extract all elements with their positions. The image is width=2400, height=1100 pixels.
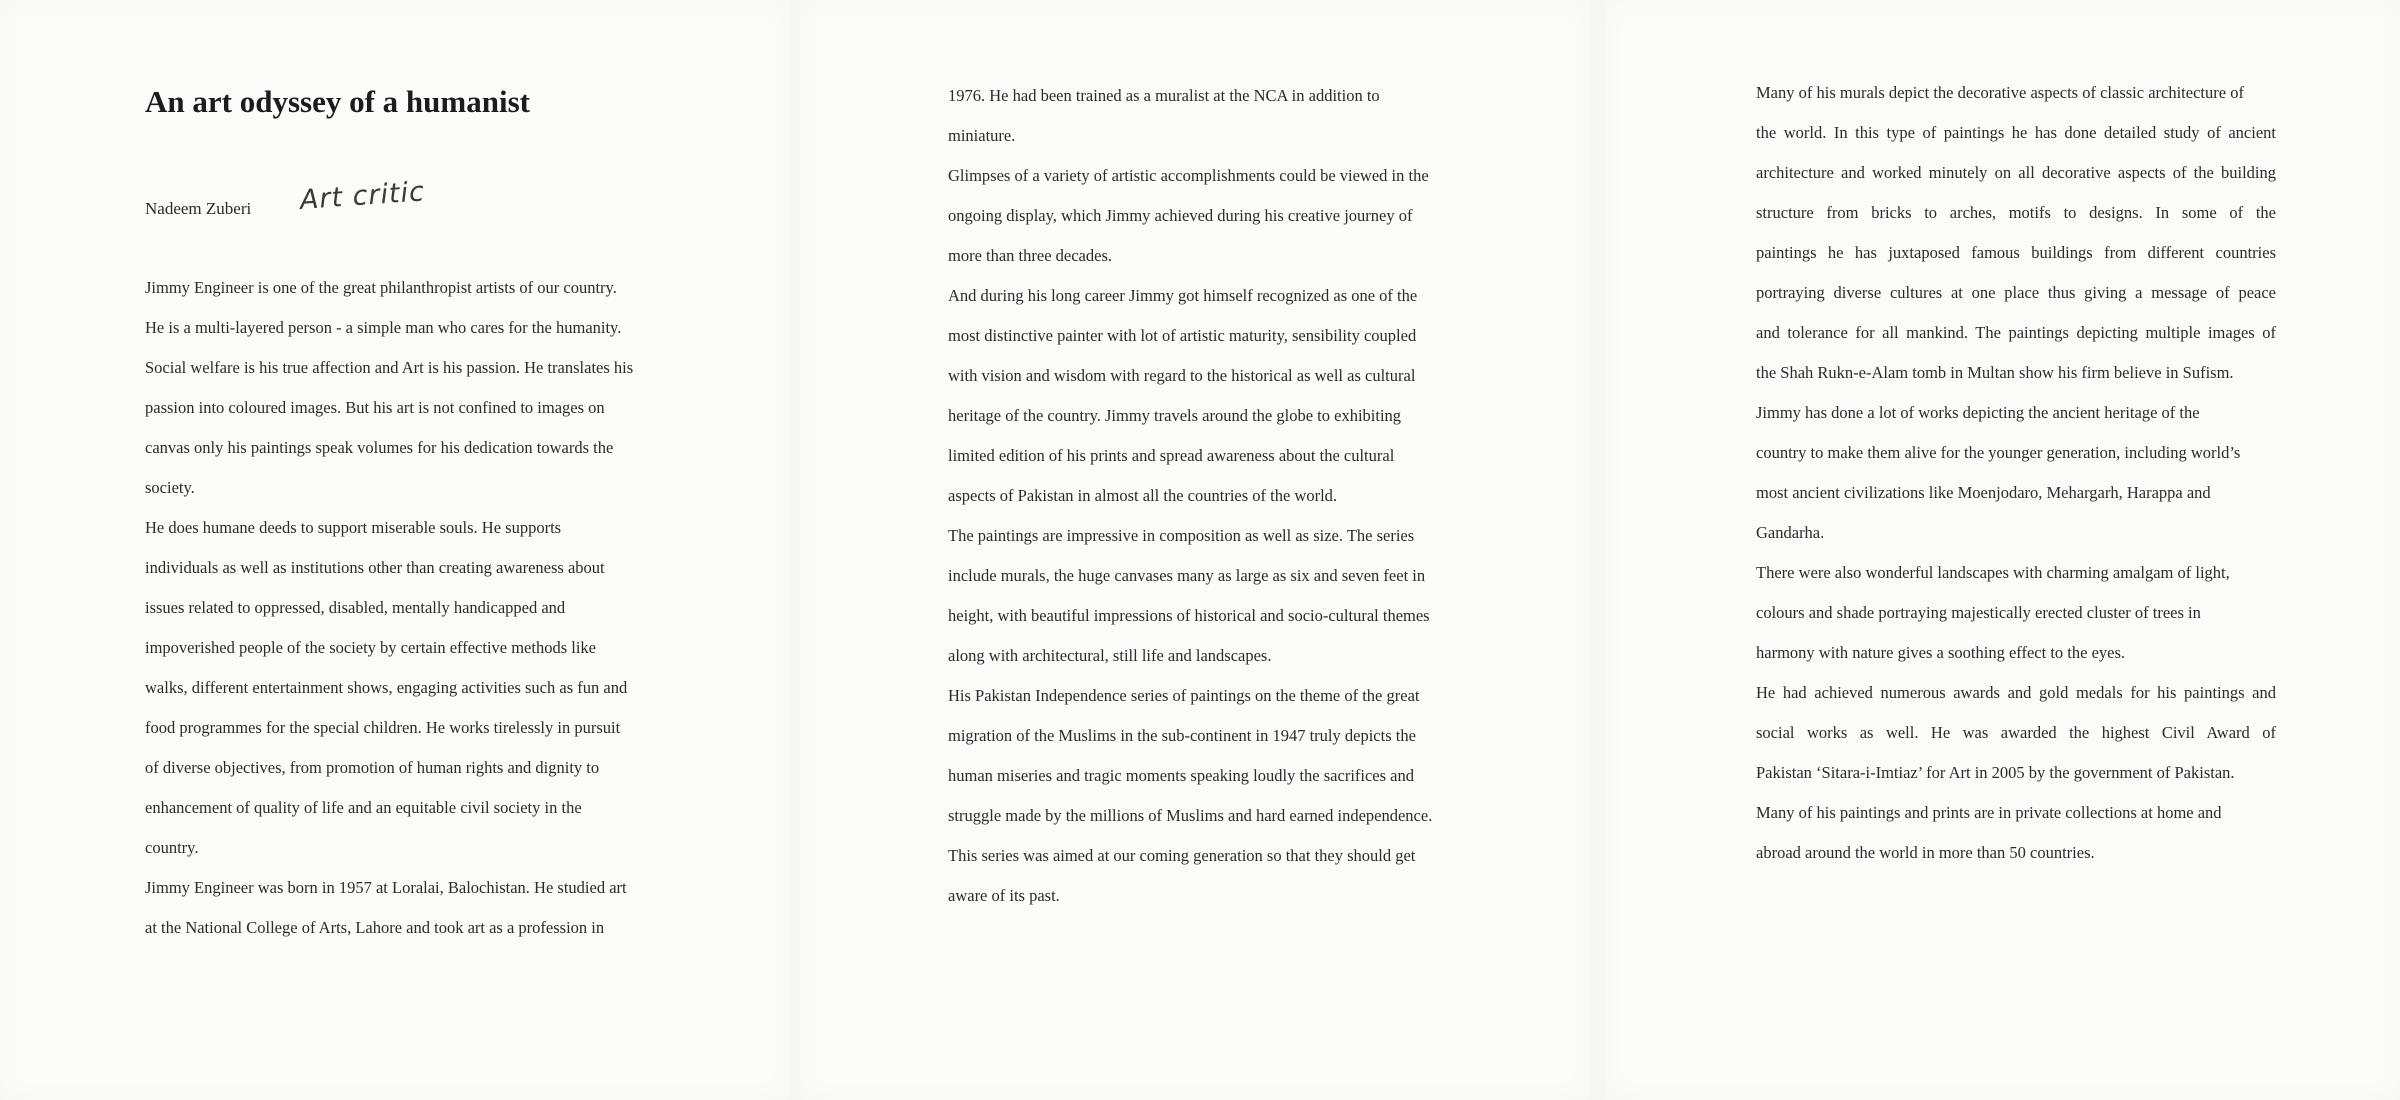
text-line: Jimmy Engineer was born in 1957 at Loralai, Balochistan. He studied art — [145, 878, 627, 897]
text-line: He had achieved numerous awards and gold medals for his paintings and — [1756, 683, 2276, 702]
text-line: aspects of Pakistan in almost all the countries of the world. — [948, 486, 1338, 505]
text-line: include murals, the huge canvases many as large as six and seven feet in — [948, 566, 1426, 585]
text-line: There were also wonderful landscapes with charming amalgam of light, — [1756, 563, 2230, 582]
text-line: most distinctive painter with lot of artistic maturity, sensibility coupled — [948, 326, 1417, 345]
text-line: The paintings are impressive in composition as well as size. The series — [948, 526, 1415, 545]
text-line: most ancient civilizations like Moenjodaro, Mehargarh, Harappa and — [1756, 483, 2211, 502]
article-column-2 — [948, 76, 1468, 916]
text-line: society. — [145, 478, 195, 497]
text-line: And during his long career Jimmy got himself recognized as one of the — [948, 286, 1418, 305]
text-line: colours and shade portraying majestically erected cluster of trees in — [1756, 603, 2201, 622]
text-line: at the National College of Arts, Lahore and took art as a profession in — [145, 918, 605, 937]
text-line: the world. In this type of paintings he has done detailed study of ancient — [1756, 123, 2276, 142]
text-line: Social welfare is his true affection and Art is his passion. He translates his — [145, 358, 634, 377]
text-line: ongoing display, which Jimmy achieved during his creative journey of — [948, 206, 1413, 225]
text-line: heritage of the country. Jimmy travels around the globe to exhibiting — [948, 406, 1402, 425]
page-3 — [1605, 0, 2400, 1100]
text-line: enhancement of quality of life and an equitable civil society in the — [145, 798, 582, 817]
handwritten-author-role: Art critic — [298, 176, 426, 216]
text-line: Many of his murals depict the decorative aspects of classic architecture of — [1756, 83, 2244, 102]
text-line: canvas only his paintings speak volumes for his dedication towards the — [145, 438, 614, 457]
text-line: height, with beautiful impressions of historical and socio-cultural themes — [948, 606, 1430, 625]
text-line: impoverished people of the society by certain effective methods like — [145, 638, 597, 657]
text-line: 1976. He had been trained as a muralist at the NCA in addition to — [948, 86, 1380, 105]
text-line: abroad around the world in more than 50 countries. — [1756, 843, 2095, 862]
text-line: and tolerance for all mankind. The paintings depicting multiple images of — [1756, 323, 2276, 342]
page-2 — [800, 0, 1590, 1100]
text-line: Jimmy Engineer is one of the great philanthropist artists of our country. — [145, 278, 617, 297]
text-line: He is a multi-layered person - a simple man who cares for the humanity. — [145, 318, 622, 337]
text-line: human miseries and tragic moments speaking loudly the sacrifices and — [948, 766, 1414, 785]
text-line: Pakistan ‘Sitara-i-Imtiaz’ for Art in 2005 by the government of Pakistan. — [1756, 763, 2235, 782]
text-line: social works as well. He was awarded the highest Civil Award of — [1756, 723, 2276, 742]
article-column-3 — [1756, 73, 2276, 873]
text-line: paintings he has juxtaposed famous buildings from different countries — [1756, 243, 2276, 262]
text-line: His Pakistan Independence series of paintings on the theme of the great — [948, 686, 1420, 705]
text-line: harmony with nature gives a soothing effect to the eyes. — [1756, 643, 2126, 662]
text-line: country to make them alive for the younger generation, including world’s — [1756, 443, 2241, 462]
text-line: country. — [145, 838, 199, 857]
article-column-1 — [145, 268, 665, 948]
text-line: architecture and worked minutely on all decorative aspects of the building — [1756, 163, 2276, 182]
text-line: This series was aimed at our coming generation so that they should get — [948, 846, 1416, 865]
page-1 — [0, 0, 790, 1100]
article-title: An art odyssey of a humanist — [145, 84, 530, 119]
text-line: structure from bricks to arches, motifs to designs. In some of the — [1756, 203, 2276, 222]
text-line: Gandarha. — [1756, 523, 1825, 542]
text-line: aware of its past. — [948, 886, 1060, 905]
text-line: Jimmy has done a lot of works depicting the ancient heritage of the — [1756, 403, 2200, 422]
text-line: Glimpses of a variety of artistic accomplishments could be viewed in the — [948, 166, 1429, 185]
text-line: miniature. — [948, 126, 1016, 145]
text-line: He does humane deeds to support miserable souls. He supports — [145, 518, 562, 537]
text-line: passion into coloured images. But his art is not confined to images on — [145, 398, 605, 417]
text-line: Many of his paintings and prints are in private collections at home and — [1756, 803, 2222, 822]
text-line: issues related to oppressed, disabled, mentally handicapped and — [145, 598, 566, 617]
author-byline: Nadeem Zuberi — [145, 199, 252, 218]
text-line: along with architectural, still life and landscapes. — [948, 646, 1272, 665]
text-line: portraying diverse cultures at one place thus giving a message of peace — [1756, 283, 2276, 302]
text-line: food programmes for the special children. He works tirelessly in pursuit — [145, 718, 621, 737]
text-line: migration of the Muslims in the sub-continent in 1947 truly depicts the — [948, 726, 1416, 745]
text-line: limited edition of his prints and spread awareness about the cultural — [948, 446, 1395, 465]
text-line: walks, different entertainment shows, engaging activities such as fun and — [145, 678, 628, 697]
text-line: the Shah Rukn-e-Alam tomb in Multan show his firm believe in Sufism. — [1756, 363, 2234, 382]
text-line: of diverse objectives, from promotion of human rights and dignity to — [145, 758, 600, 777]
text-line: struggle made by the millions of Muslims and hard earned independence. — [948, 806, 1433, 825]
text-line: more than three decades. — [948, 246, 1113, 265]
text-line: with vision and wisdom with regard to the historical as well as cultural — [948, 366, 1416, 385]
text-line: individuals as well as institutions other than creating awareness about — [145, 558, 605, 577]
